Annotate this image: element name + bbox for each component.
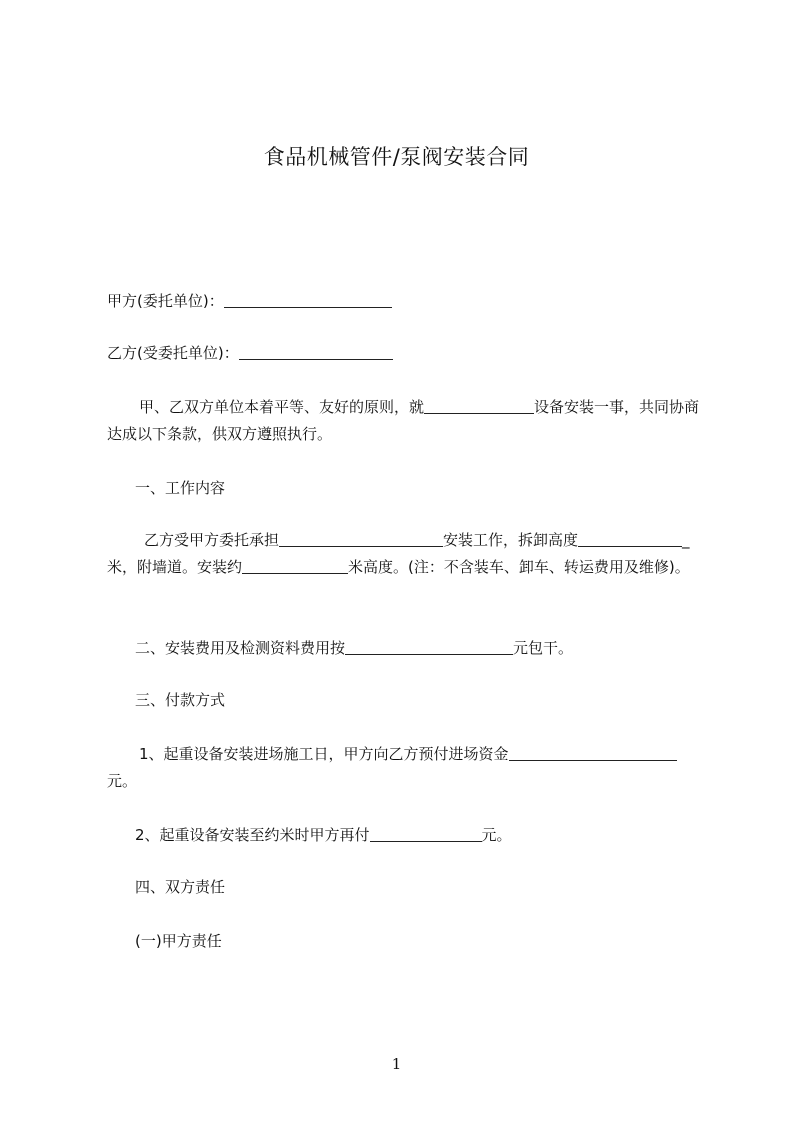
payment-item-2-text-2: 元。 (481, 826, 512, 844)
payment-item-2 (135, 822, 703, 849)
second-payment-blank[interactable] (370, 826, 482, 842)
section-1-text-4: 米高度。(注：不含装车、卸车、转运费用及维修)。 (348, 558, 690, 576)
removal-height-blank[interactable] (578, 531, 682, 547)
section-1-paragraph (107, 527, 703, 581)
lump-sum-blank[interactable] (345, 639, 513, 655)
section-1-text-2: 安装工作，拆卸高度 (443, 531, 579, 549)
work-scope-blank[interactable] (279, 531, 443, 547)
install-height-blank[interactable] (242, 558, 348, 574)
party-a-label: 甲方(委托单位)： (107, 292, 224, 310)
section-1-text-1: 乙方受甲方委托承担 (144, 531, 280, 549)
section-1-text-3: _米，附墙道。安装约 (107, 531, 690, 576)
page-number: 1 (391, 1055, 402, 1073)
advance-payment-blank[interactable] (509, 745, 677, 761)
intro-paragraph (107, 394, 703, 448)
payment-item-2-text-1: 2、起重设备安装至约米时甲方再付 (135, 826, 370, 844)
intro-text-1: 甲、乙双方单位本着平等、友好的原则，就 (139, 398, 425, 416)
payment-item-1-text-2: 元。 (107, 772, 138, 790)
party-a-line (107, 288, 703, 315)
party-a-blank[interactable] (224, 292, 392, 308)
document-title: 食品机械管件/泵阀安装合同 (263, 145, 530, 169)
section-1-heading: 一、工作内容 (135, 479, 226, 497)
intro-text-2: 设备安装一事，共同协商达成以下条款，供双方遵照执行。 (107, 398, 700, 443)
section-4-heading: 四、双方责任 (135, 878, 226, 896)
payment-item-1 (107, 741, 703, 795)
party-b-line (107, 340, 703, 367)
intro-equipment-blank[interactable] (424, 398, 534, 414)
party-b-label: 乙方(受委托单位)： (107, 344, 239, 362)
party-a-responsibility-heading: (一)甲方责任 (135, 932, 222, 950)
section-3-heading: 三、付款方式 (135, 691, 226, 709)
party-b-blank[interactable] (239, 344, 393, 360)
section-2-text-1: 二、安装费用及检测资料费用按 (135, 639, 346, 657)
section-2-paragraph (135, 635, 703, 662)
section-2-text-2: 元包干。 (513, 639, 574, 657)
payment-item-1-text-1: 1、起重设备安装进场施工日，甲方向乙方预付进场资金 (139, 745, 509, 763)
